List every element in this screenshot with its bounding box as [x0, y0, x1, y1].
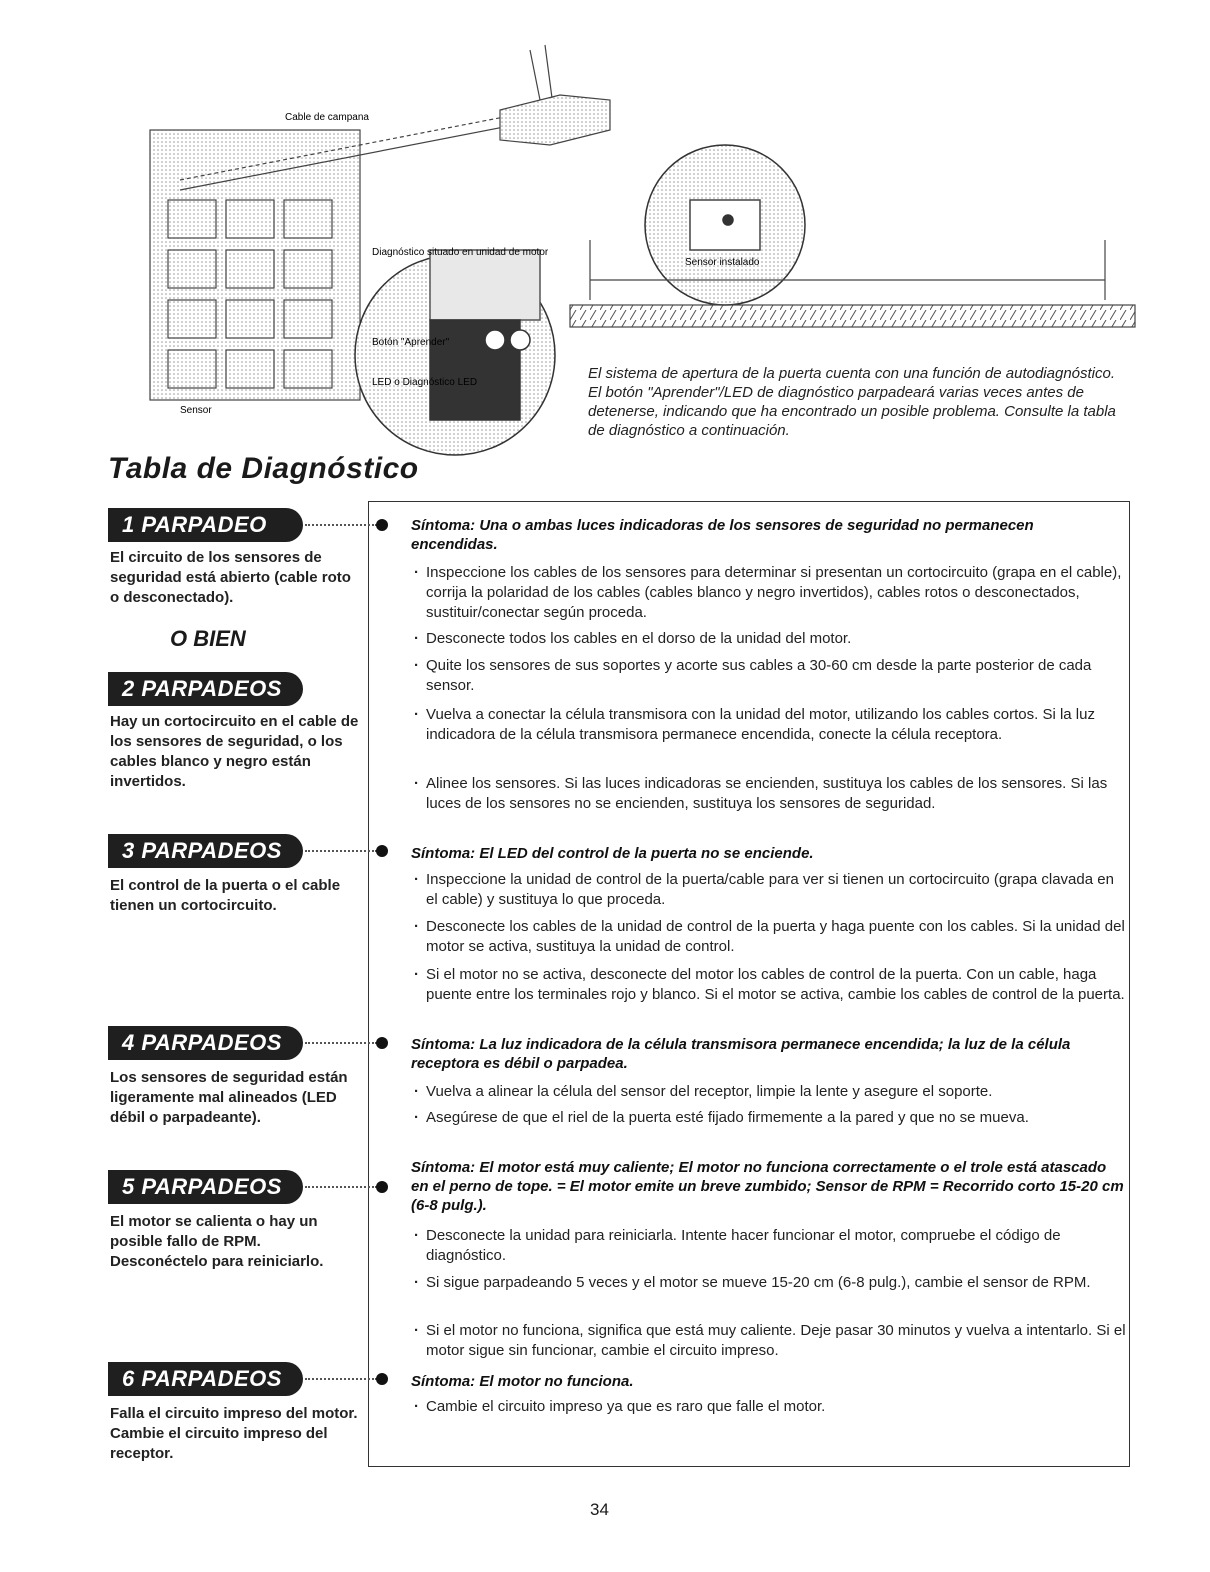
symptom-2-item-1: · Inspeccione la unidad de control de la puerta/cable para ver si tienen un cortocircuito (grapa clavada en el cable) y sustituya lo que proceda. [414, 870, 1126, 910]
code-1-description: El circuito de los sensores de seguridad está abierto (cable roto o desconectado). [110, 549, 351, 606]
badge-4-blinks: 4 PARPADEOS [108, 1026, 303, 1060]
garage-door [150, 130, 360, 400]
symptom-3-title: Síntoma: La luz indicadora de la célula transmisora permanece encendida; la luz de la célula receptora es débil o parpadea. [411, 1036, 1071, 1072]
label-sensor-left: Sensor [180, 405, 212, 416]
symptom-2-item-3: · Si el motor no se activa, desconecte del motor los cables de control de la puerta. Con un cable, haga puente entre los terminales rojo y blanco. Si el motor se activa, cambie los cables de control de la puerta. [414, 965, 1126, 1005]
symptom-4-item-3: · Si el motor no funciona, significa que está muy caliente. Deje pasar 30 minutos y vuelva a intentarlo. Si el motor sigue sin funcionar, cambie el circuito impreso. [414, 1321, 1126, 1361]
symptom-1-title: Síntoma: Una o ambas luces indicadoras de los sensores de seguridad no permanecen encendidas. [411, 517, 1034, 553]
symptom-1-item-3: · Quite los sensores de sus soportes y acorte sus cables a 30-60 cm desde la parte posterior de cada sensor. [414, 656, 1126, 696]
symptom-1-item-1: · Inspeccione los cables de los sensores para determinar si presentan un cortocircuito (grapa en el cable), corrija la polaridad de los cables (cables blanco y negro invertidos), cables rotos o desconectados, sustituir/conectar según proceda. [414, 563, 1126, 623]
label-cable: Cable de campana [285, 112, 369, 123]
symptom-4-title: Síntoma: El motor está muy caliente; El motor no funciona correctamente o el trole está atascado en el perno de tope. = El motor emite un breve zumbido; Sensor de RPM = Recorrido corto 15-20 cm (6-8 pulg.). [411, 1159, 1124, 1214]
page-title: Tabla de Diagnóstico [108, 452, 419, 485]
leader-line-1 [305, 524, 377, 526]
symptom-1-item-4: · Vuelva a conectar la célula transmisora con la unidad del motor, utilizando los cables cortos. Si la luz indicadora de la célula transmisora permanece encendida, conecte la célula receptora. [414, 705, 1126, 745]
illustration-caption: El sistema de apertura de la puerta cuenta con una función de autodiagnóstico. El botón "Aprender"/LED de diagnóstico parpadeará varias veces antes de detenerse, indicando que ha encontrado un posible problema. Consulte la tabla de diagnóstico a continuación. [588, 365, 1116, 439]
page-number: 34 [590, 1500, 609, 1519]
label-learn-button: Botón "Aprender" [372, 337, 450, 348]
bullet-dot-6 [376, 1373, 388, 1385]
label-diagnostic: Diagnóstico situado en unidad de motor [372, 247, 549, 258]
symptom-2-title: Síntoma: El LED del control de la puerta no se enciende. [411, 845, 814, 862]
or-separator: O BIEN [170, 626, 246, 651]
motor-panel-magnifier [355, 250, 555, 455]
badge-2-blinks: 2 PARPADEOS [108, 672, 303, 706]
symptom-2-item-2: · Desconecte los cables de la unidad de control de la puerta y haga puente con los cables. Si la unidad del motor se activa, sustituya la unidad de control. [414, 917, 1126, 957]
leader-line-5 [305, 1186, 377, 1188]
symptom-5-item-1: · Cambie el circuito impreso ya que es raro que falle el motor. [414, 1397, 1126, 1417]
symptom-4-item-2: · Si sigue parpadeando 5 veces y el motor se mueve 15-20 cm (6-8 pulg.), cambie el sensor de RPM. [414, 1273, 1126, 1293]
leader-line-3 [305, 850, 377, 852]
badge-3-blinks: 3 PARPADEOS [108, 834, 303, 868]
badge-6-blinks: 6 PARPADEOS [108, 1362, 303, 1396]
leader-line-6 [305, 1378, 377, 1380]
label-led: LED o Diagnóstico LED [372, 377, 478, 388]
bullet-dot-5 [376, 1181, 388, 1193]
symptom-4-item-1: · Desconecte la unidad para reiniciarla. Intente hacer funcionar el motor, compruebe el código de diagnóstico. [414, 1226, 1126, 1266]
sensor-magnifier [645, 145, 805, 305]
symptom-1-item-5: · Alinee los sensores. Si las luces indicadoras se encienden, sustituya los cables de los sensores. Si las luces de los sensores no se encienden, sustituya los sensores de seguridad. [414, 774, 1126, 814]
symptom-5-title: Síntoma: El motor no funciona. [411, 1373, 634, 1390]
code-2-description: Hay un cortocircuito en el cable de los sensores de seguridad, o los cables blanco y negro están invertidos. [110, 713, 359, 790]
leader-line-4 [305, 1042, 377, 1044]
badge-5-blinks: 5 PARPADEOS [108, 1170, 303, 1204]
code-4-description: Los sensores de seguridad están ligeramente mal alineados (LED débil o parpadeante). [110, 1069, 348, 1126]
code-5-description: El motor se calienta o hay un posible fallo de RPM. Desconéctelo para reiniciarlo. [110, 1213, 324, 1270]
code-3-description: El control de la puerta o el cable tienen un cortocircuito. [110, 877, 341, 914]
label-sensor-installed: Sensor instalado [685, 257, 760, 268]
bullet-dot-4 [376, 1037, 388, 1049]
symptom-1-item-2: · Desconecte todos los cables en el dorso de la unidad del motor. [414, 629, 1126, 649]
badge-1-blink: 1 PARPADEO [108, 508, 303, 542]
symptom-3-item-1: · Vuelva a alinear la célula del sensor del receptor, limpie la lente y asegure el soporte. [414, 1082, 1126, 1102]
code-6-description: Falla el circuito impreso del motor. Cambie el circuito impreso del receptor. [110, 1405, 358, 1462]
bullet-dot-3 [376, 845, 388, 857]
bullet-dot-1 [376, 519, 388, 531]
symptom-3-item-2: · Asegúrese de que el riel de la puerta esté fijado firmemente a la pared y que no se mueva. [414, 1108, 1126, 1128]
